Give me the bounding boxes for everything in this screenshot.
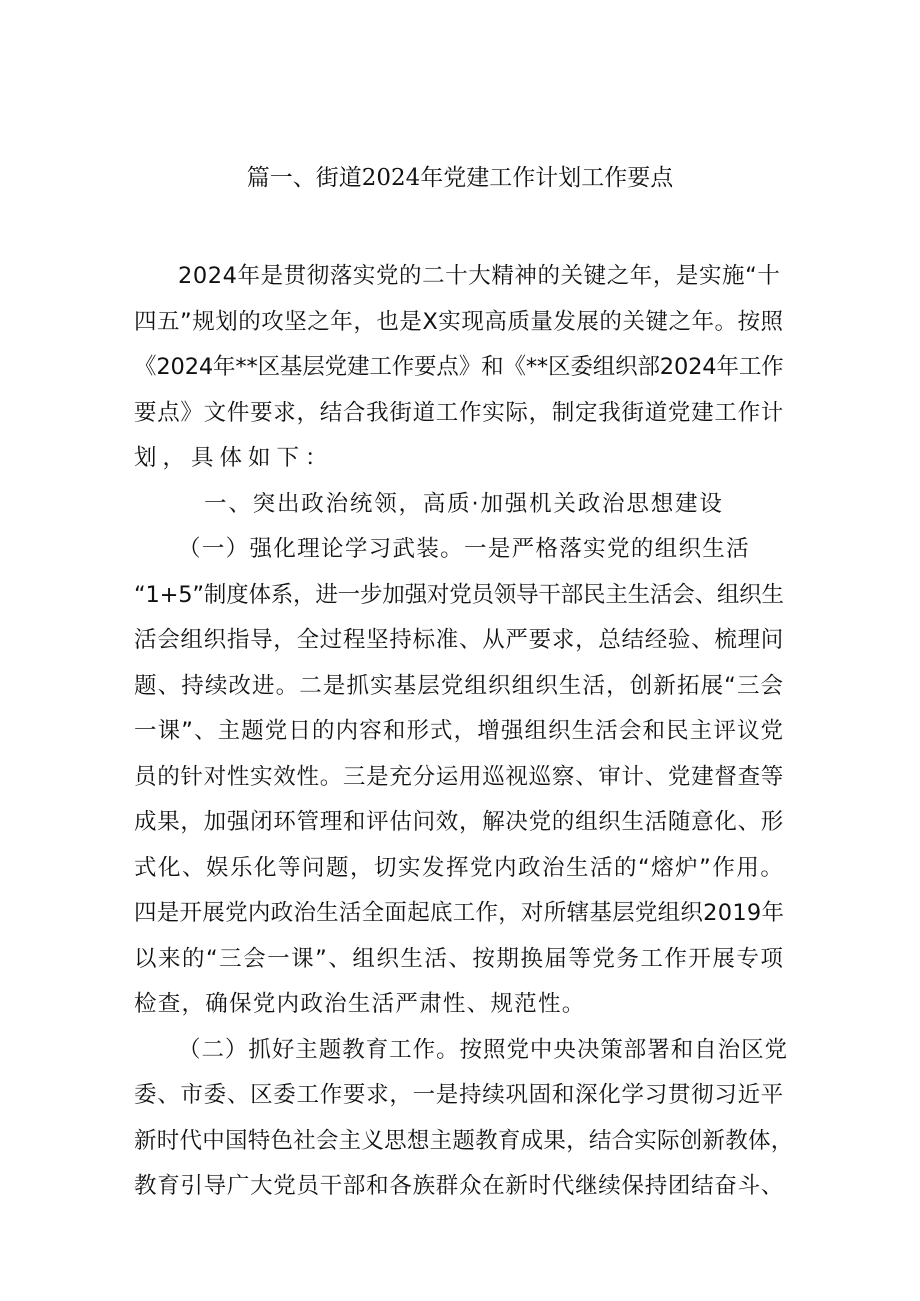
paragraph-line: 新时代中国特色社会主义思想主题教育成果，结合实际创新教体， xyxy=(134,1128,794,1154)
paragraph-line: 教育引导广大党员干部和各族群众在新时代继续保持团结奋斗、 xyxy=(134,1173,785,1199)
paragraph-line: 2024年是贯彻落实党的二十大精神的关键之年，是实施“十 xyxy=(178,263,781,289)
paragraph-line: 要点》文件要求，结合我街道工作实际，制定我街道党建工作计 xyxy=(134,400,785,426)
section-heading: 一、突出政治统领，高质·加强机关政治思想建设 xyxy=(204,491,724,517)
paragraph-line: 员的针对性实效性。三是充分运用巡视巡察、审计、党建督查等 xyxy=(134,764,785,790)
paragraph-line: 《2024年**区基层党建工作要点》和《**区委组织部2024年工作 xyxy=(134,354,784,380)
paragraph-line: 题、持续改进。二是抓实基层党组织组织生活，创新拓展“三会 xyxy=(134,673,785,699)
paragraph-line: 式化、娱乐化等问题，切实发挥党内政治生活的“熔炉”作用。 xyxy=(134,855,785,881)
paragraph-line: 活会组织指导，全过程坚持标准、从严要求，总结经验、梳理问 xyxy=(134,627,785,653)
paragraph-line: 划，具体如下： xyxy=(134,445,334,471)
subsection-heading: （二）抓好主题教育工作。按照党中央决策部署和自治区党 xyxy=(178,1037,789,1063)
paragraph-line: 四五”规划的攻坚之年，也是X实现高质量发展的关键之年。按照 xyxy=(134,309,784,335)
paragraph-line: 四是开展党内政治生活全面起底工作，对所辖基层党组织2019年 xyxy=(134,900,785,926)
paragraph-line: 一课”、主题党日的内容和形式，增强组织生活会和民主评议党 xyxy=(134,718,785,744)
paragraph-line: 以来的“三会一课”、组织生活、按期换届等党务工作开展专项 xyxy=(134,946,785,972)
document-title: 篇一、街道2024年党建工作计划工作要点 xyxy=(246,165,674,191)
paragraph-line: 检查，确保党内政治生活严肃性、规范性。 xyxy=(134,991,586,1017)
paragraph-line: 成果，加强闭环管理和评估问效，解决党的组织生活随意化、形 xyxy=(134,809,785,835)
paragraph-line: 委、市委、区委工作要求，一是持续巩固和深化学习贯彻习近平 xyxy=(134,1082,785,1108)
paragraph-line: “1+5”制度体系，进一步加强对党员领导干部民主生活会、组织生 xyxy=(134,582,784,608)
subsection-heading: （一）强化理论学习武装。一是严格落实党的组织生活 xyxy=(178,536,751,562)
